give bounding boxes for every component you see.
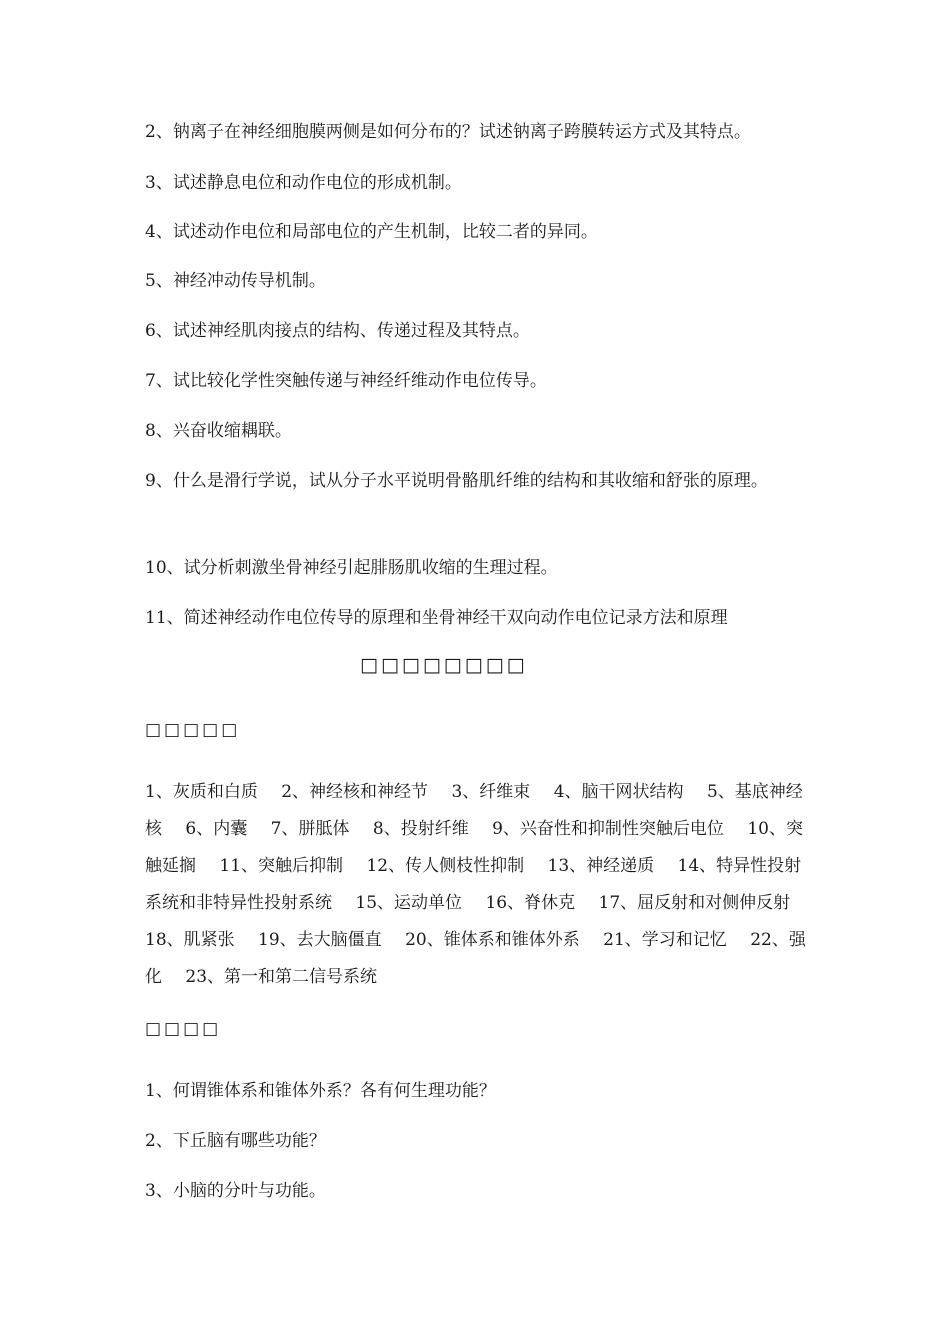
question-5: 5、神经冲动传导机制。 bbox=[145, 271, 326, 291]
question2-2: 2、下丘脑有哪些功能？ bbox=[145, 1131, 326, 1151]
term-item: 22、强化 bbox=[145, 930, 806, 987]
term-item: 15、运动单位 bbox=[355, 893, 463, 913]
term-item: 8、投射纤维 bbox=[372, 819, 469, 839]
term-item: 14、特异性投射系统和非特异性投射系统 bbox=[145, 856, 802, 913]
term-item: 1、灰质和白质 bbox=[145, 782, 258, 802]
term-item: 21、学习和记忆 bbox=[603, 930, 727, 950]
term-item: 19、去大脑僵直 bbox=[258, 930, 382, 950]
question2-1: 1、何谓锥体系和锥体外系？各有何生理功能？ bbox=[145, 1081, 496, 1101]
subhead-terms: □□□□□ bbox=[145, 720, 241, 740]
term-item: 16、脊休克 bbox=[485, 893, 576, 913]
term-item: 9、兴奋性和抑制性突触后电位 bbox=[492, 819, 724, 839]
term-item: 23、第一和第二信号系统 bbox=[185, 967, 378, 987]
term-item: 6、内囊 bbox=[185, 819, 248, 839]
question-6: 6、试述神经肌肉接点的结构、传递过程及其特点。 bbox=[145, 321, 530, 341]
term-item: 2、神经核和神经节 bbox=[281, 782, 429, 802]
section-title: □□□□□□□□ bbox=[360, 654, 528, 676]
question-3: 3、试述静息电位和动作电位的形成机制。 bbox=[145, 173, 462, 193]
term-item: 20、锥体系和锥体外系 bbox=[405, 930, 580, 950]
term-item: 4、脑干网状结构 bbox=[553, 782, 684, 802]
term-item: 7、胼胝体 bbox=[270, 819, 350, 839]
terms-list bbox=[145, 774, 810, 996]
question-2: 2、钠离子在神经细胞膜两侧是如何分布的？试述钠离子跨膜转运方式及其特点。 bbox=[145, 122, 751, 142]
term-item: 3、纤维束 bbox=[451, 782, 531, 802]
term-item: 18、肌紧张 bbox=[145, 930, 235, 950]
question2-3: 3、小脑的分叶与功能。 bbox=[145, 1181, 326, 1201]
question-11: 11、简述神经动作电位传导的原理和坐骨神经干双向动作电位记录方法和原理 bbox=[145, 608, 728, 628]
question-4: 4、试述动作电位和局部电位的产生机制，比较二者的异同。 bbox=[145, 222, 598, 242]
term-item: 11、突触后抑制 bbox=[219, 856, 344, 876]
question-8: 8、兴奋收缩耦联。 bbox=[145, 421, 292, 441]
term-item: 12、传人侧枝性抑制 bbox=[366, 856, 525, 876]
term-item: 13、神经递质 bbox=[547, 856, 655, 876]
subhead-questions: □□□□ bbox=[145, 1019, 222, 1039]
term-item: 5、基底神经核 bbox=[145, 782, 803, 839]
question-9: 9、什么是滑行学说，试从分子水平说明骨骼肌纤维的结构和其收缩和舒张的原理。 bbox=[145, 471, 768, 491]
question-7: 7、试比较化学性突触传递与神经纤维动作电位传导。 bbox=[145, 371, 547, 391]
term-item: 17、屈反射和对侧伸反射 bbox=[598, 893, 791, 913]
question-10: 10、试分析刺激坐骨神经引起腓肠肌收缩的生理过程。 bbox=[145, 558, 558, 578]
term-item: 10、突触延搁 bbox=[145, 819, 803, 876]
